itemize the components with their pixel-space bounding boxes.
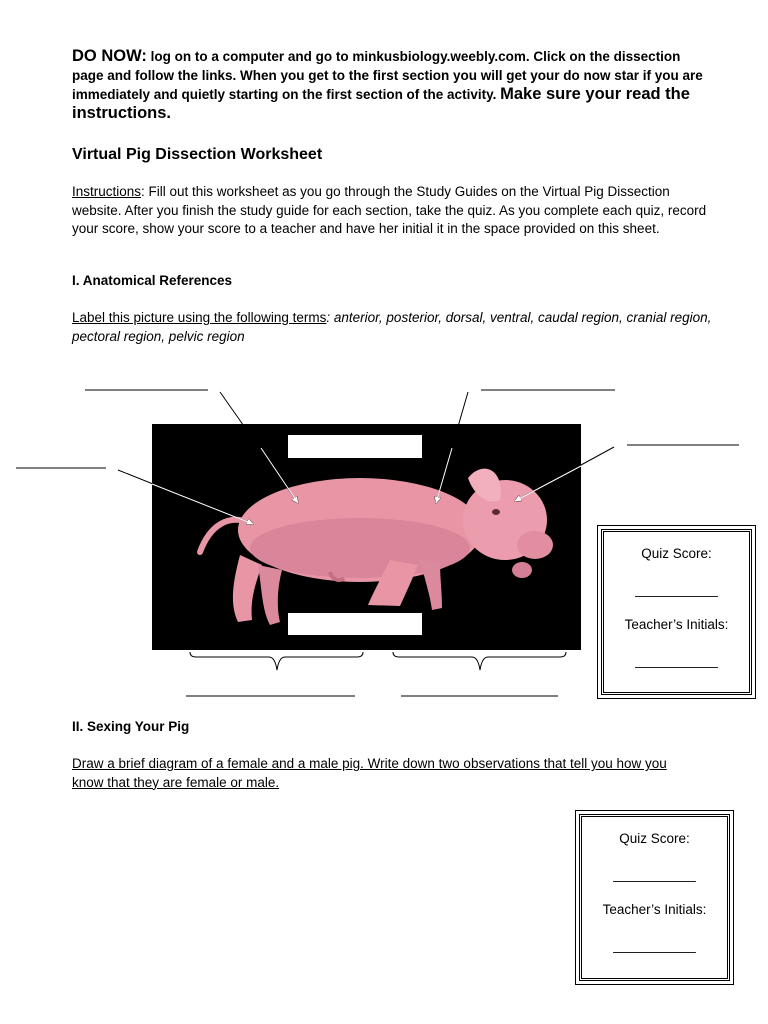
worksheet-title: Virtual Pig Dissection Worksheet bbox=[72, 146, 323, 163]
instructions-paragraph bbox=[72, 183, 712, 239]
label-prompt-text: Label this picture using the following terms bbox=[72, 310, 327, 325]
label-box-top[interactable] bbox=[288, 435, 422, 458]
quiz-score-label: Quiz Score: bbox=[641, 546, 712, 561]
do-now-block bbox=[72, 47, 712, 123]
quiz-score-label: Quiz Score: bbox=[619, 831, 690, 846]
label-prompt bbox=[72, 309, 712, 346]
section-2-heading: II. Sexing Your Pig bbox=[72, 719, 190, 734]
do-now-text: log on to a computer and go to minkusbiology.weebly.com. Click on the dissection page and follow the links. When you get to the first section you will get your do now star if you are immediately and quietly starting on the first section of the activity. bbox=[72, 49, 703, 102]
quiz-score-blank[interactable]: ___________ bbox=[613, 866, 696, 882]
instructions-label: Instructions bbox=[72, 184, 142, 199]
label-box-bottom[interactable] bbox=[288, 613, 422, 635]
label-terms: : anterior, posterior, dorsal, ventral, caudal region, cranial region, pectoral region, pelvic region bbox=[72, 310, 712, 344]
teacher-initials-blank[interactable]: ___________ bbox=[635, 652, 718, 668]
teacher-initials-label: Teacher’s Initials: bbox=[602, 902, 707, 917]
brace-right bbox=[393, 652, 566, 670]
quiz-score-blank[interactable]: ___________ bbox=[635, 581, 718, 597]
teacher-initials-label: Teacher’s Initials: bbox=[624, 617, 729, 632]
teacher-initials-blank[interactable]: ___________ bbox=[613, 937, 696, 953]
sexing-prompt: Draw a brief diagram of a female and a male pig. Write down two observations that tell you how you know that they are female or male. bbox=[72, 756, 667, 790]
do-now-emphasis: Make sure your read the instructions. bbox=[72, 85, 690, 122]
quiz-score-box-1 bbox=[601, 529, 752, 695]
do-now-label: DO NOW: bbox=[72, 47, 147, 65]
quiz-score-box-2 bbox=[579, 814, 730, 981]
instructions-text: : Fill out this worksheet as you go through the Study Guides on the Virtual Pig Dissection website. After you finish the study guide for each section, take the quiz. As you complete each quiz, record your score, show your score to a teacher and have her initial it in the space provided on this sheet. bbox=[72, 184, 707, 236]
brace-left bbox=[190, 652, 363, 670]
section-1-heading: I. Anatomical References bbox=[72, 273, 233, 288]
